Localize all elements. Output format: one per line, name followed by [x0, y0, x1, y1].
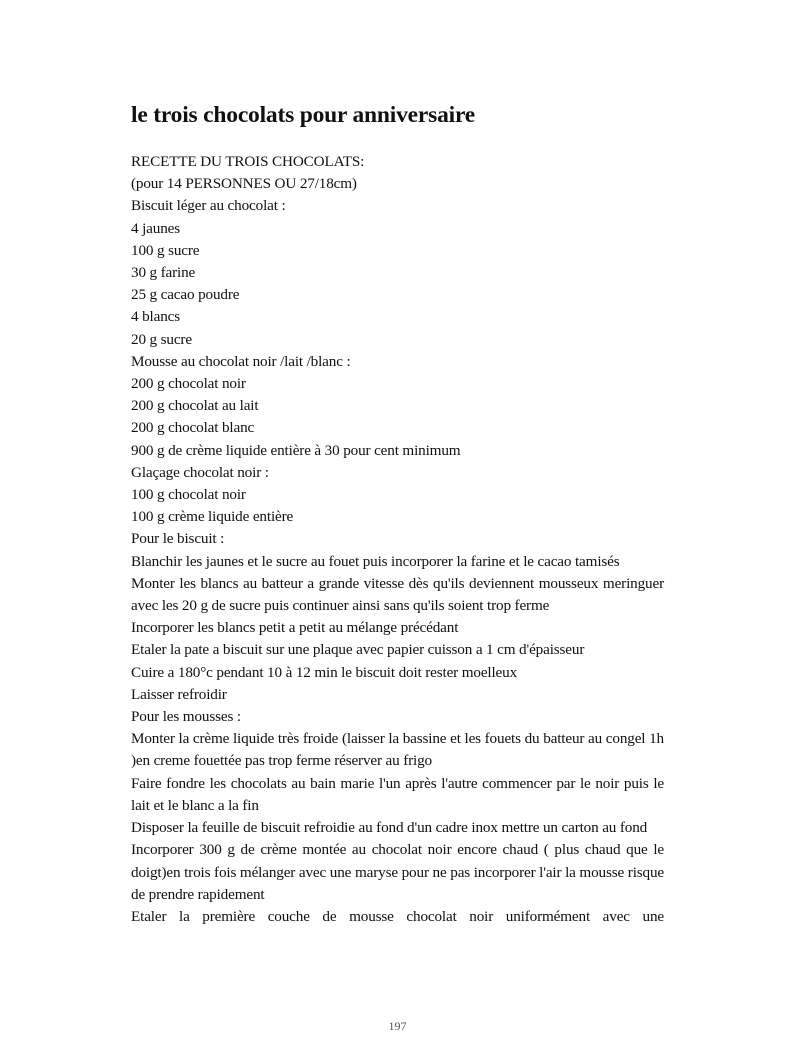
- ingredient-line: 100 g crème liquide entière: [131, 508, 294, 526]
- section-heading-mousse: Mousse au chocolat noir /lait /blanc :: [131, 352, 351, 370]
- section-heading-biscuit-method: Pour le biscuit :: [131, 530, 225, 548]
- ingredient-line: 200 g chocolat noir: [131, 375, 246, 393]
- method-step: Monter la crème liquide très froide (laisser la bassine et les fouets du batteur au congel 1h )en creme fouettée pas trop ferme réserver au frigo: [131, 730, 664, 770]
- method-step: Monter les blancs au batteur a grande vitesse dès qu'ils deviennent mousseux meringuer avec les 20 g de sucre puis continuer ainsi sans qu'ils soient trop ferme: [131, 574, 664, 615]
- method-step: Etaler la première couche de mousse chocolat noir uniformément avec une: [131, 907, 664, 925]
- ingredient-line: 4 blancs: [131, 308, 180, 326]
- recipe-header-line: RECETTE DU TROIS CHOCOLATS:: [131, 153, 365, 170]
- method-step: Blanchir les jaunes et le sucre au fouet puis incorporer la farine et le cacao tamisés: [131, 552, 620, 570]
- section-heading-glaze: Glaçage chocolat noir :: [131, 463, 269, 481]
- method-step: Cuire a 180°c pendant 10 à 12 min le biscuit doit rester moelleux: [131, 663, 518, 681]
- ingredient-line: 20 g sucre: [131, 330, 192, 348]
- ingredient-line: 100 g sucre: [131, 241, 200, 259]
- section-heading-mousse-method: Pour les mousses :: [131, 708, 241, 726]
- method-step: Etaler la pate a biscuit sur une plaque avec papier cuisson a 1 cm d'épaisseur: [131, 641, 585, 659]
- ingredient-line: 25 g cacao poudre: [131, 286, 240, 304]
- section-heading-biscuit: Biscuit léger au chocolat :: [131, 197, 286, 215]
- method-step: Incorporer les blancs petit a petit au mélange précédant: [131, 619, 459, 637]
- ingredient-line: 200 g chocolat blanc: [131, 419, 255, 437]
- method-step: Incorporer 300 g de crème montée au chocolat noir encore chaud ( plus chaud que le doigt)en trois fois mélanger avec une maryse pour ne pas incorporer l'air la mousse risque de prendre rapidement: [131, 841, 664, 903]
- method-step: Disposer la feuille de biscuit refroidie au fond d'un cadre inox mettre un carton au fond: [131, 819, 648, 837]
- ingredient-line: 30 g farine: [131, 264, 196, 282]
- servings-line: (pour 14 PERSONNES OU 27/18cm): [131, 175, 357, 193]
- ingredient-line: 4 jaunes: [131, 219, 180, 237]
- page-number: 197: [388, 1019, 407, 1033]
- recipe-title: le trois chocolats pour anniversaire: [131, 102, 475, 128]
- ingredient-line: 900 g de crème liquide entière à 30 pour cent minimum: [131, 441, 461, 459]
- ingredient-line: 100 g chocolat noir: [131, 486, 246, 504]
- recipe-body: [131, 151, 664, 928]
- method-step: Laisser refroidir: [131, 685, 227, 703]
- method-step: Faire fondre les chocolats au bain marie l'un après l'autre commencer par le noir puis le lait et le blanc a la fin: [131, 774, 664, 814]
- ingredient-line: 200 g chocolat au lait: [131, 397, 259, 415]
